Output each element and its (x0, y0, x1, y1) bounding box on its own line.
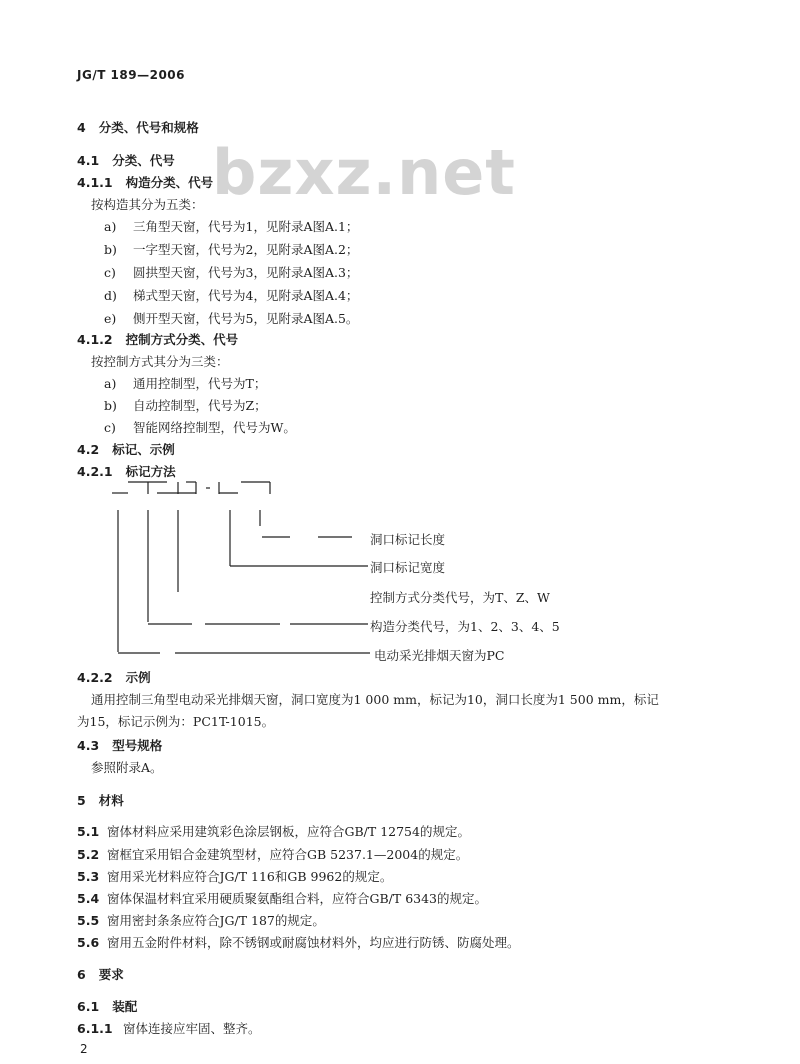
clause (77, 845, 468, 863)
section-4-3-heading (77, 736, 162, 754)
list-text: 圆拱型天窗，代号为3，见附录A图A.3； (133, 265, 359, 280)
list-marker: a) (104, 376, 117, 391)
list-item (104, 217, 358, 235)
clause-text: 窗用五金附件材料，除不锈钢或耐腐蚀材料外，均应进行防锈、防腐处理。 (107, 935, 520, 950)
clause-number: 5.4 (77, 891, 100, 906)
diagram-label-control: 控制方式分类代号，为T、Z、W (370, 590, 550, 605)
section-4-2-2-heading (77, 668, 151, 686)
clause (77, 822, 470, 840)
clause (77, 1019, 261, 1037)
list-text: 自动控制型，代号为Z； (133, 398, 267, 413)
section-number: 4.1.2 (77, 332, 113, 347)
section-5-heading (77, 791, 124, 809)
diagram-label-construction: 构造分类代号，为1、2、3、4、5 (370, 619, 560, 634)
list-text: 智能网络控制型，代号为W。 (133, 420, 296, 435)
list-text: 侧开型天窗，代号为5，见附录A图A.5。 (133, 311, 359, 326)
watermark: bzxz.net (212, 136, 516, 209)
list-item (104, 240, 358, 258)
clause (77, 867, 392, 885)
standard-number: JG/T 189—2006 (77, 68, 186, 82)
list-marker: c) (104, 265, 116, 280)
clause-number: 5.3 (77, 869, 100, 884)
section-number: 4.2.2 (77, 670, 113, 685)
section-title: 分类、代号 (112, 153, 175, 168)
list-text: 梯式型天窗，代号为4，见附录A图A.4； (133, 288, 359, 303)
clause-text: 窗框宜采用铝合金建筑型材，应符合GB 5237.1—2004的规定。 (107, 847, 469, 862)
section-title: 控制方式分类、代号 (125, 332, 239, 347)
list-marker: b) (104, 398, 117, 413)
list-item (104, 374, 266, 392)
section-number: 4.1 (77, 153, 100, 168)
paragraph: 按控制方式其分为三类： (91, 354, 229, 369)
section-title: 要求 (98, 967, 124, 982)
section-4-1-heading (77, 151, 175, 169)
section-title: 材料 (98, 793, 124, 808)
section-title: 型号规格 (112, 738, 163, 753)
section-title: 标记方法 (125, 464, 176, 479)
paragraph: 参照附录A。 (91, 760, 163, 775)
section-number: 4.2 (77, 442, 100, 457)
section-title: 装配 (112, 999, 138, 1014)
clause-number: 5.1 (77, 824, 100, 839)
section-number: 6 (77, 967, 86, 982)
clause-number: 5.5 (77, 913, 100, 928)
list-item (104, 263, 358, 281)
list-item (104, 286, 358, 304)
clause (77, 933, 520, 951)
clause-text: 窗体材料应采用建筑彩色涂层钢板，应符合GB/T 12754的规定。 (107, 824, 470, 839)
section-number: 4 (77, 120, 86, 135)
section-number: 4.1.1 (77, 175, 113, 190)
paragraph: 通用控制三角型电动采光排烟天窗，洞口宽度为1 000 mm，标记为10，洞口长度为1 500 mm，标记 (91, 692, 659, 707)
section-4-2-1-heading (77, 462, 176, 480)
section-number: 4.3 (77, 738, 100, 753)
list-marker: d) (104, 288, 117, 303)
clause-text: 窗体保温材料宜采用硬质聚氨酯组合料，应符合GB/T 6343的规定。 (107, 891, 488, 906)
diagram-label-length: 洞口标记长度 (370, 532, 446, 547)
paragraph: 为15，标记示例为：PC1T-1015。 (77, 714, 275, 729)
clause-number: 5.2 (77, 847, 100, 862)
list-marker: e) (104, 311, 117, 326)
section-4-1-2-heading (77, 330, 238, 348)
list-marker: b) (104, 242, 117, 257)
section-4-heading (77, 118, 199, 136)
section-title: 构造分类、代号 (125, 175, 214, 190)
clause-number: 6.1.1 (77, 1021, 113, 1036)
list-item (104, 418, 296, 436)
section-number: 4.2.1 (77, 464, 113, 479)
diagram-label-width: 洞口标记宽度 (370, 560, 446, 575)
list-text: 一字型天窗，代号为2，见附录A图A.2； (133, 242, 359, 257)
diagram-label-product: 电动采光排烟天窗为PC (374, 648, 505, 663)
section-number: 6.1 (77, 999, 100, 1014)
list-text: 通用控制型，代号为T； (133, 376, 267, 391)
section-4-1-1-heading (77, 173, 213, 191)
clause-text: 窗体连接应牢固、整齐。 (123, 1021, 261, 1036)
list-item (104, 396, 267, 414)
list-marker: a) (104, 219, 117, 234)
section-title: 标记、示例 (112, 442, 175, 457)
clause-number: 5.6 (77, 935, 100, 950)
clause-text: 窗用密封条条应符合JG/T 187的规定。 (107, 913, 325, 928)
section-6-1-heading (77, 997, 137, 1015)
clause-text: 窗用采光材料应符合JG/T 116和GB 9962的规定。 (107, 869, 393, 884)
section-title: 示例 (125, 670, 151, 685)
section-number: 5 (77, 793, 86, 808)
clause (77, 889, 487, 907)
paragraph: 按构造其分为五类： (91, 197, 204, 212)
section-title: 分类、代号和规格 (98, 120, 199, 135)
list-marker: c) (104, 420, 116, 435)
page-number: 2 (80, 1042, 88, 1056)
list-item (104, 309, 358, 327)
clause (77, 911, 325, 929)
section-4-2-heading (77, 440, 175, 458)
section-6-heading (77, 965, 124, 983)
list-text: 三角型天窗，代号为1，见附录A图A.1； (133, 219, 359, 234)
